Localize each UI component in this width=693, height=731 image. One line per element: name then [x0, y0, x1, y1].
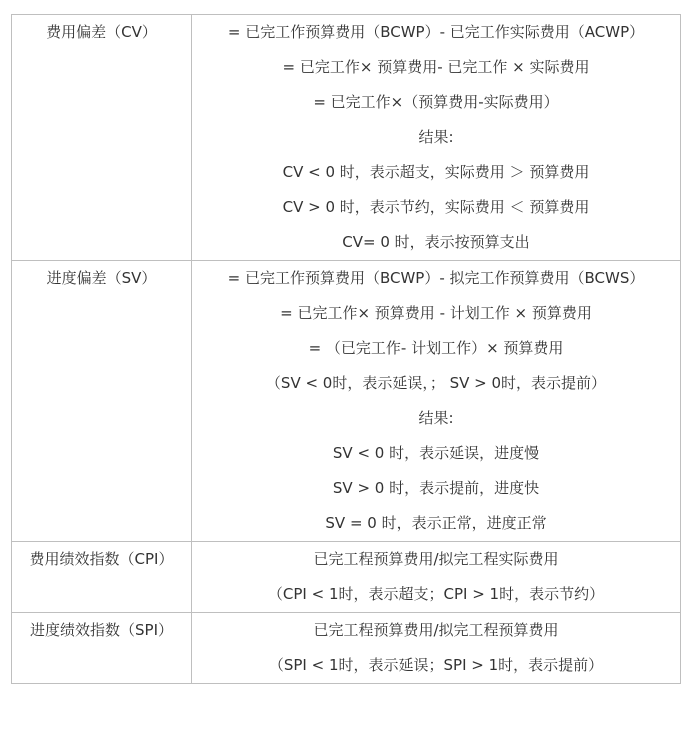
formula-line: = （已完工作- 计划工作）× 预算费用 — [308, 339, 564, 357]
content-cell-spi — [192, 613, 681, 684]
table-row-cv — [12, 15, 681, 261]
formula-line: = 已完工作预算费用（BCWP）- 已完工作实际费用（ACWP） — [227, 23, 645, 41]
label-cell-cv — [12, 15, 192, 261]
content-cell-cv — [192, 15, 681, 261]
formula-line: = 已完工作× 预算费用- 已完工作 × 实际费用 — [282, 58, 590, 76]
result-line: CV > 0 时，表示节约，实际费用 ＜ 预算费用 — [282, 198, 590, 216]
result-line: SV > 0 时，表示提前，进度快 — [332, 479, 540, 497]
note-line: （SV < 0时，表示延误，； SV > 0时，表示提前） — [265, 374, 607, 392]
result-heading: 结果: — [418, 128, 454, 146]
row-label: 费用偏差（CV） — [46, 23, 157, 41]
note-line: （SPI < 1时，表示延误；SPI > 1时，表示提前） — [268, 656, 604, 674]
formula-line: = 已完工作预算费用（BCWP）- 拟完工作预算费用（BCWS） — [227, 269, 645, 287]
label-cell-spi — [12, 613, 192, 684]
formula-line: = 已完工作×（预算费用-实际费用） — [313, 93, 559, 111]
formula-line: 已完工程预算费用/拟完工程实际费用 — [313, 550, 559, 568]
table-row-spi — [12, 613, 681, 684]
row-label: 进度绩效指数（SPI） — [30, 621, 173, 639]
result-heading: 结果: — [418, 409, 454, 427]
row-label: 进度偏差（SV） — [46, 269, 157, 287]
result-line: CV= 0 时，表示按预算支出 — [342, 233, 530, 251]
result-line: CV < 0 时，表示超支，实际费用 ＞ 预算费用 — [282, 163, 590, 181]
content-cell-cpi — [192, 542, 681, 613]
table-row-sv — [12, 261, 681, 542]
label-cell-cpi — [12, 542, 192, 613]
formula-line: 已完工程预算费用/拟完工程预算费用 — [313, 621, 559, 639]
note-line: （CPI < 1时，表示超支；CPI > 1时，表示节约） — [267, 585, 605, 603]
row-label: 费用绩效指数（CPI） — [29, 550, 174, 568]
result-line: SV < 0 时，表示延误，进度慢 — [332, 444, 540, 462]
content-cell-sv — [192, 261, 681, 542]
formula-table — [11, 14, 681, 684]
formula-line: = 已完工作× 预算费用 - 计划工作 × 预算费用 — [280, 304, 592, 322]
table-row-cpi — [12, 542, 681, 613]
label-cell-sv — [12, 261, 192, 542]
result-line: SV = 0 时，表示正常，进度正常 — [325, 514, 547, 532]
